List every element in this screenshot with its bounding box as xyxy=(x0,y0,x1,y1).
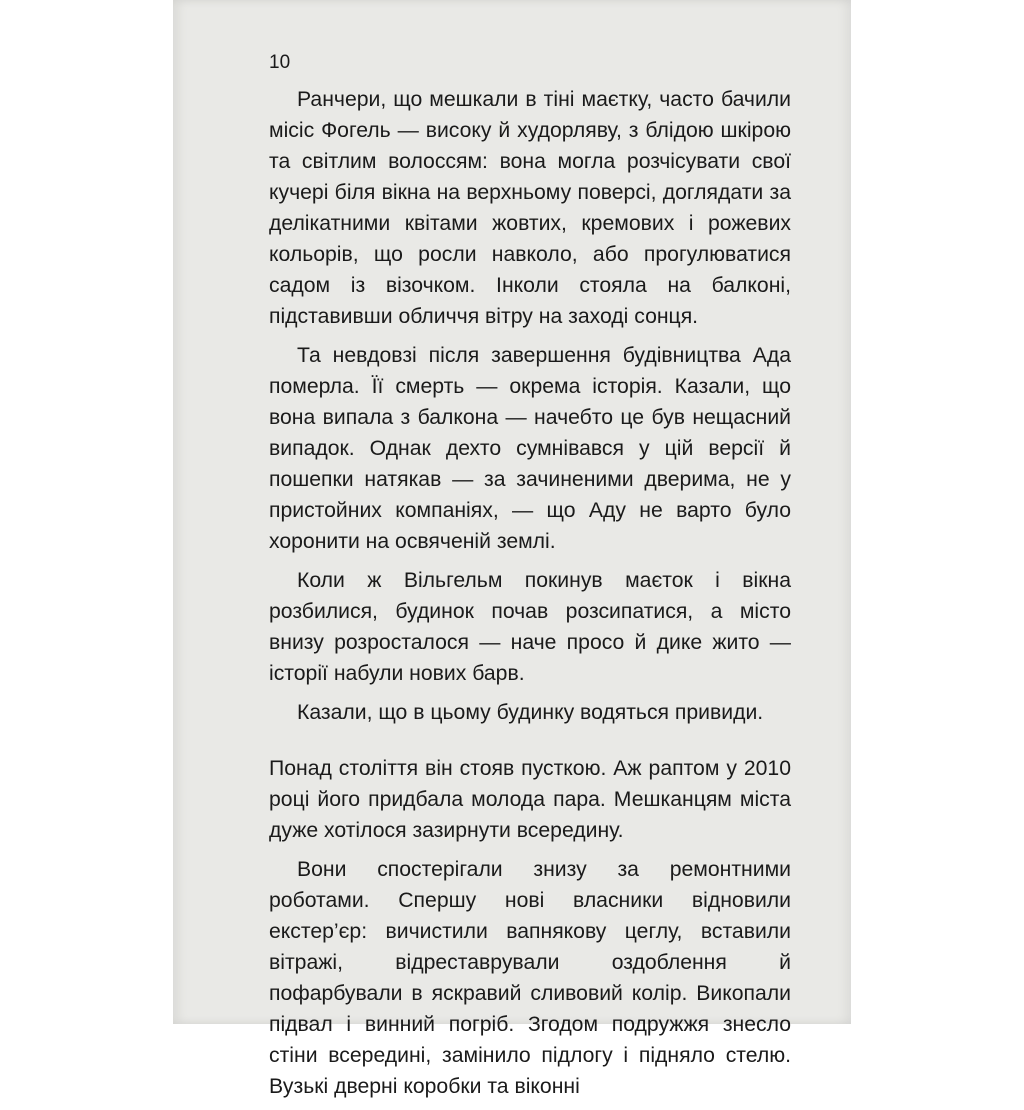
paragraph-renovation: Вони спостерігали знизу за ремонтними роботами. Спершу нові власники відновили екстер’єр: вичистили вапнякову цеглу, вставили вітражі, відреставрували оздоблення й пофарбували в яскравий сливовий колір. Викопали підвал і винний погріб. Згодом подружжя знесло стіни всередині, замінило підлогу і підняло стелю. Вузькі дверні коробки та віконні xyxy=(269,858,791,1098)
page-number: 10 xyxy=(269,52,291,73)
book-page xyxy=(173,0,851,1098)
paragraph-wilhelm-left: Коли ж Вільгельм покинув маєток і вікна розбилися, будинок почав розсипатися, а місто внизу розросталося — наче просо й дике жито — історії набули нових барв. xyxy=(269,569,791,685)
paragraph-ghosts: Казали, що в цьому будинку водяться привиди. xyxy=(297,701,764,724)
paragraph-ada-death: Та невдовзі після завершення будівництва Ада померла. Її смерть — окрема історія. Казали, що вона випала з балкона — начебто це був нещасний випадок. Однак дехто сумнівався у цій версії й пошепки натякав — за зачиненими дверима, не у пристойних компаніях, — що Аду не варто було хоронити на освяченій землі. xyxy=(269,344,791,553)
section-break xyxy=(269,736,791,753)
paragraph-century-empty: Понад століття він стояв пусткою. Аж раптом у 2010 році його придбала молода пара. Мешканцям міста дуже хотілося зазирнути всередину. xyxy=(269,757,791,842)
paragraph-ranchers: Ранчери, що мешкали в тіні маєтку, часто бачили місіс Фогель — високу й худорляву, з блідою шкірою та світлим волоссям: вона могла розчісувати свої кучері біля вікна на верхньому поверсі, доглядати за делікатними квітами жовтих, кремових і рожевих кольорів, що росли навколо, або прогулюватися садом із візочком. Інколи стояла на балконі, підставивши обличчя вітру на заході сонця. xyxy=(269,88,791,328)
body-text xyxy=(269,80,791,1110)
